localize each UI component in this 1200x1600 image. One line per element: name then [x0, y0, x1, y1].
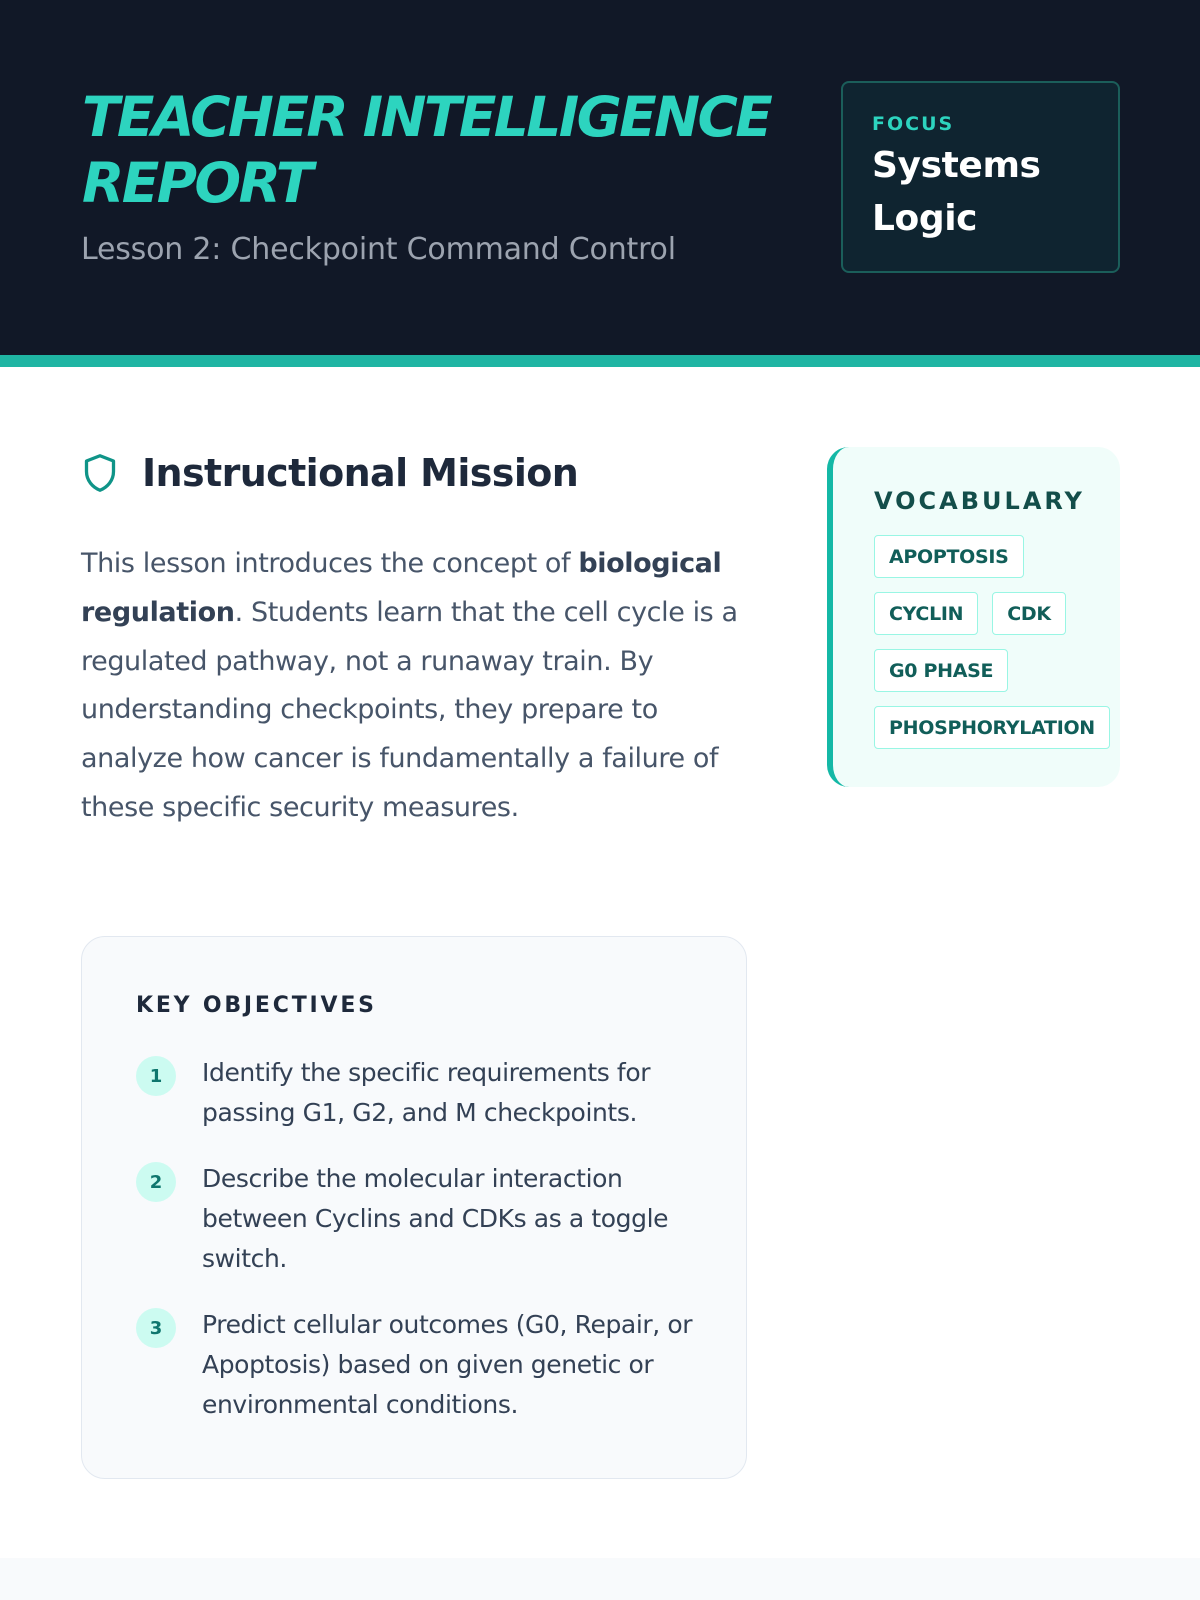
objective-number: 2 [136, 1162, 176, 1202]
objective-text: Predict cellular outcomes (G0, Repair, or Apoptosis) based on given genetic or environmental conditions. [202, 1310, 693, 1419]
vocabulary-title: VOCABULARY [874, 487, 1085, 515]
focus-card [841, 81, 1120, 273]
mission-body: . Students learn that the cell cycle is a regulated pathway, not a runaway train. By understanding checkpoints, they prepare to analyze how cancer is fundamentally a failure of these specific security measures. [81, 596, 738, 823]
objective-text: Describe the molecular interaction between Cyclins and CDKs as a toggle switch. [202, 1164, 669, 1273]
mission-heading [82, 448, 578, 498]
footer-band [0, 1558, 1200, 1600]
lesson-subtitle: Lesson 2: Checkpoint Command Control [81, 232, 676, 267]
focus-label: FOCUS [872, 113, 955, 135]
mission-title: Instructional Mission [142, 451, 579, 495]
objective-number: 3 [136, 1308, 176, 1348]
key-objectives-card [81, 936, 747, 1479]
focus-value: Systems Logic [872, 145, 1041, 239]
vocab-tag-cdk: CDK [992, 592, 1066, 635]
mission-intro: This lesson introduces the concept of [81, 548, 571, 579]
objectives-list [136, 1053, 706, 1451]
mission-highlight: biological regulation [81, 548, 722, 628]
objective-item [136, 1159, 706, 1279]
mission-description [81, 540, 751, 833]
vocabulary-tags [874, 535, 1119, 763]
report-title: TEACHER INTELLIGENCE REPORT [82, 85, 771, 215]
shield-icon [82, 453, 118, 493]
report-header [0, 0, 1200, 355]
objective-item [136, 1305, 706, 1425]
objectives-title: KEY OBJECTIVES [136, 993, 377, 1018]
vocab-tag-phosphorylation: PHOSPHORYLATION [874, 706, 1110, 749]
header-accent-stripe [0, 355, 1200, 367]
vocab-tag-cyclin: CYCLIN [874, 592, 978, 635]
vocab-tag-g0-phase: G0 PHASE [874, 649, 1008, 692]
objective-item [136, 1053, 706, 1133]
vocab-tag-apoptosis: APOPTOSIS [874, 535, 1024, 578]
vocabulary-card [827, 447, 1120, 787]
objective-text: Identify the specific requirements for passing G1, G2, and M checkpoints. [202, 1058, 651, 1127]
objective-number: 1 [136, 1056, 176, 1096]
